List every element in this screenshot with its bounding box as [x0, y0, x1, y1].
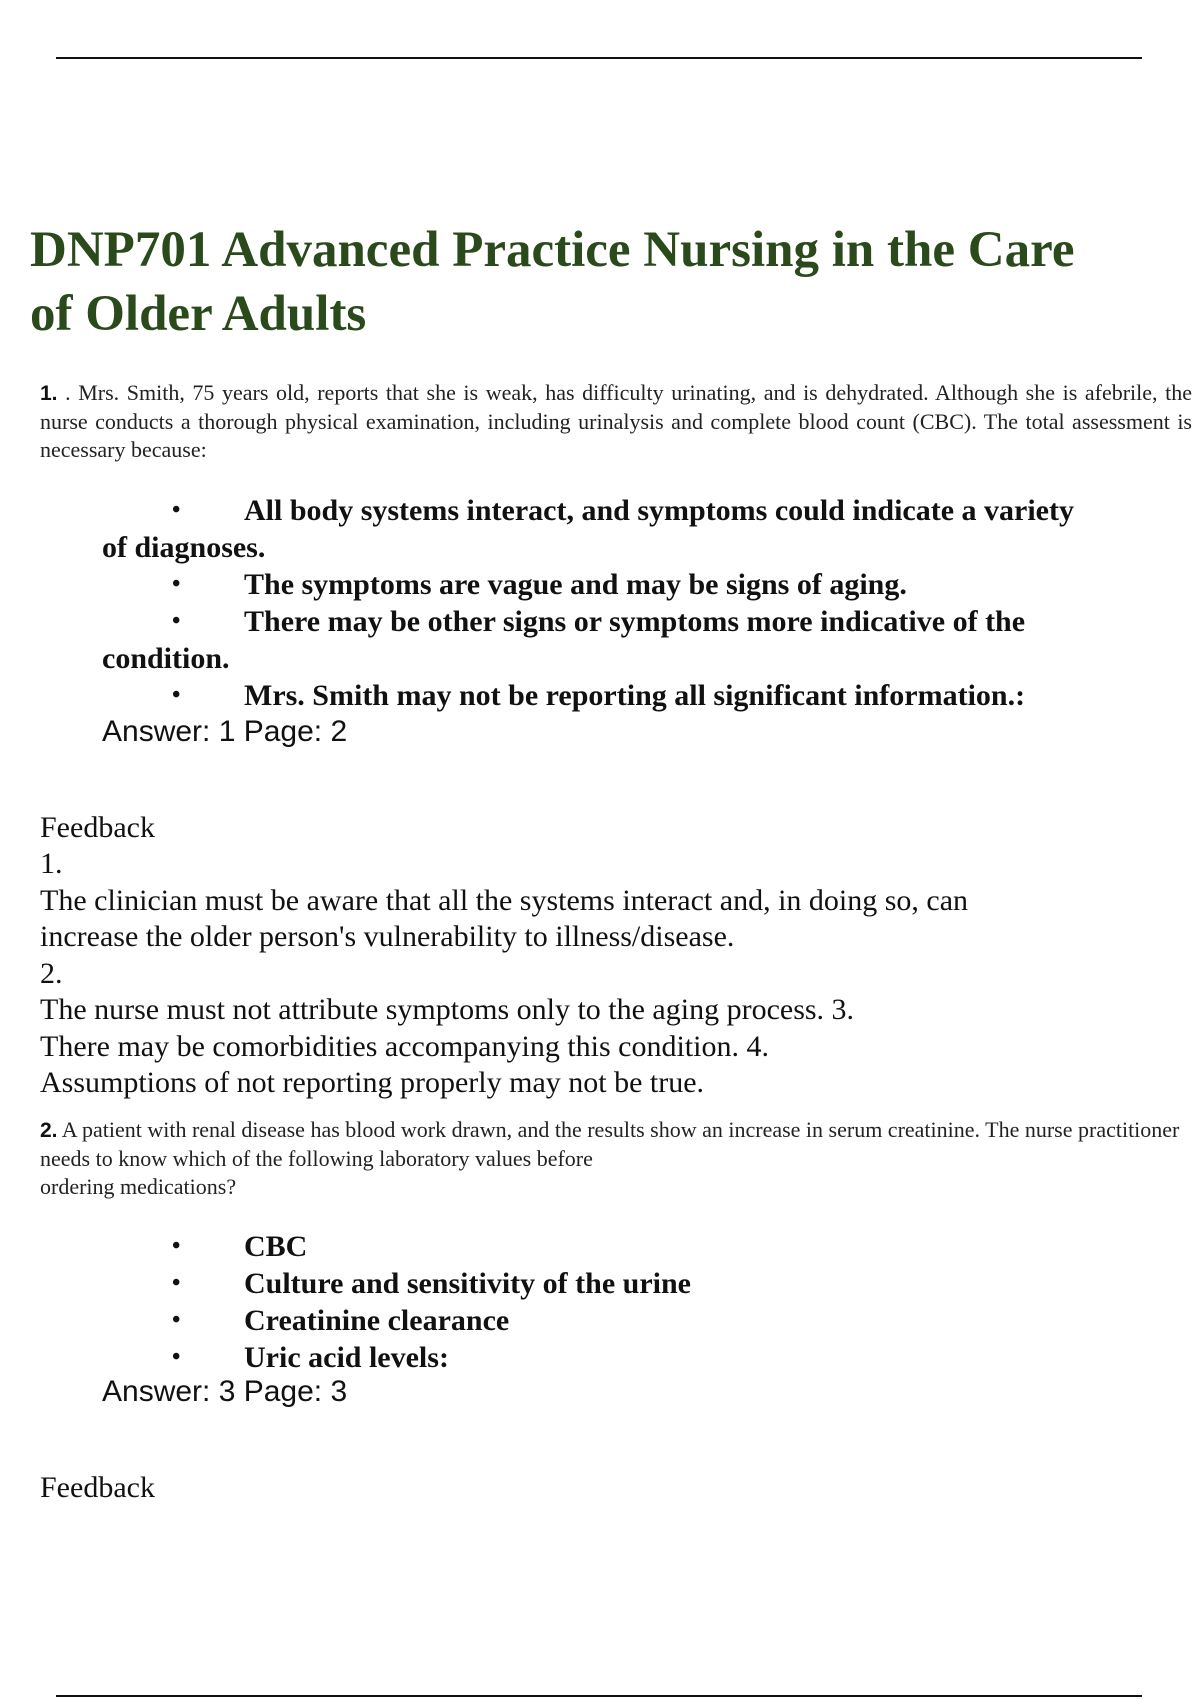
feedback-line: The nurse must not attribute symptoms only to the aging process. 3.	[40, 993, 855, 1026]
feedback-line: Assumptions of not reporting properly may not be true.	[40, 1066, 705, 1099]
option-item	[102, 677, 1102, 714]
question-1-answer: Answer: 1 Page: 2	[102, 715, 348, 748]
question-1-feedback	[40, 846, 1160, 1102]
option-item	[102, 1265, 1102, 1302]
option-text: Mrs. Smith may not be reporting all significant information.:	[244, 679, 1026, 712]
question-2-answer: Answer: 3 Page: 3	[102, 1375, 348, 1408]
option-text: CBC	[244, 1230, 308, 1263]
option-text: All body systems interact, and symptoms could indicate a variety of diagnoses.	[102, 494, 1074, 564]
bullet-icon: •	[172, 682, 181, 708]
question-1-text: . Mrs. Smith, 75 years old, reports that she is weak, has difficulty urinating, and is dehydrated. Although she is afebrile, the nurse conducts a thorough physical examination, including urinalysis and complete blood count (CBC). The total assessment is necessary because:	[40, 380, 1192, 462]
title-line-1: DNP701 Advanced Practice Nursing in the Care	[30, 222, 1075, 278]
question-1-feedback-heading: Feedback	[40, 811, 155, 844]
bullet-icon: •	[172, 1307, 181, 1333]
option-text: Culture and sensitivity of the urine	[244, 1267, 691, 1300]
title-line-2: of Older Adults	[30, 286, 367, 342]
option-text: Uric acid levels:	[244, 1341, 449, 1374]
bullet-icon: •	[172, 1344, 181, 1370]
feedback-line: There may be comorbidities accompanying this condition. 4.	[40, 1029, 769, 1063]
feedback-line: 1.	[40, 847, 63, 880]
question-2-text: A patient with renal disease has blood work drawn, and the results show an increase in serum creatinine. The nurse practitioner needs to know which of the following laboratory values before	[40, 1117, 1180, 1171]
question-1-number: 1.	[40, 382, 58, 405]
option-item	[102, 1339, 1102, 1376]
question-1-stem	[40, 379, 1192, 464]
feedback-line: The clinician must be aware that all the systems interact and, in doing so, can	[40, 883, 969, 917]
bullet-icon: •	[172, 1233, 181, 1259]
question-2-feedback-heading: Feedback	[40, 1471, 155, 1504]
option-text: Creatinine clearance	[244, 1304, 510, 1337]
top-rule	[56, 57, 1142, 59]
question-2-text-end: ordering medications?	[40, 1174, 237, 1199]
feedback-line: 2.	[40, 956, 63, 990]
bullet-icon: •	[172, 608, 181, 634]
option-item	[102, 1228, 1102, 1265]
question-2-number: 2.	[40, 1119, 58, 1142]
bullet-icon: •	[172, 1270, 181, 1296]
option-text: The symptoms are vague and may be signs of aging.	[244, 568, 907, 601]
document-title	[30, 218, 1190, 346]
feedback-line: increase the older person's vulnerability to illness/disease.	[40, 920, 735, 953]
option-text: There may be other signs or symptoms more indicative of the condition.	[102, 605, 1026, 675]
option-item	[102, 603, 1102, 677]
question-2-stem	[40, 1116, 1192, 1201]
option-item	[102, 1302, 1102, 1339]
option-item	[102, 492, 1102, 566]
option-item	[102, 566, 1102, 603]
question-2-options	[102, 1228, 1102, 1376]
question-1-options	[102, 492, 1102, 714]
bullet-icon: •	[172, 497, 181, 523]
bullet-icon: •	[172, 571, 181, 597]
bottom-rule	[56, 1695, 1142, 1697]
